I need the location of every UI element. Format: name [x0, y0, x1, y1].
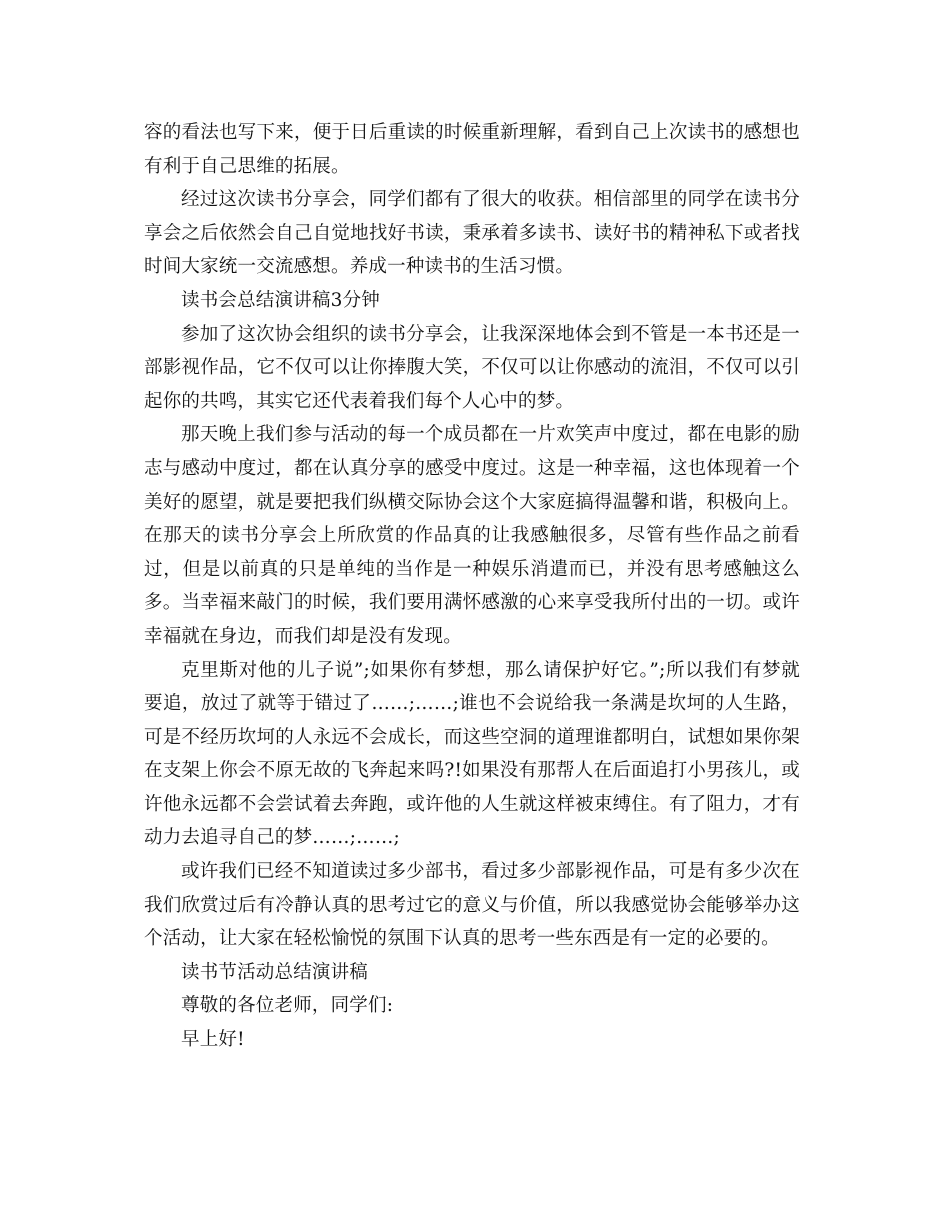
- paragraph: 经过这次读书分享会，同学们都有了很大的收获。相信部里的同学在读书分享会之后依然会自己自觉地找好书读，秉承着多读书、读好书的精神私下或者找时间大家统一交流感想。养成一种读书的生活习惯。: [144, 189, 800, 278]
- paragraph: 参加了这次协会组织的读书分享会，让我深深地体会到不管是一本书还是一部影视作品，它不仅可以让你捧腹大笑，不仅可以让你感动的流泪，不仅可以引起你的共鸣，其实它还代表着我们每个人心中的梦。: [144, 323, 800, 412]
- section-heading: 读书会总结演讲稿3分钟: [181, 289, 380, 311]
- section-heading: 读书节活动总结演讲稿: [181, 961, 369, 983]
- document-body: [144, 116, 800, 1057]
- paragraph: 那天晚上我们参与活动的每一个成员都在一片欢笑声中度过，都在电影的励志与感动中度过，都在认真分享的感受中度过。这是一种幸福，这也体现着一个美好的愿望，就是要把我们纵横交际协会这个大家庭搞得温馨和谐，积极向上。在那天的读书分享会上所欣赏的作品真的让我感触很多，尽管有些作品之前看过，但是以前真的只是单纯的当作是一种娱乐消遣而已，并没有思考感触这么多。当幸福来敲门的时候，我们要用满怀感激的心来享受我所付出的一切。或许幸福就在身边，而我们却是没有发现。: [144, 424, 800, 647]
- paragraph: 或许我们已经不知道读过多少部书，看过多少部影视作品，可是有多少次在我们欣赏过后有冷静认真的思考过它的意义与价值，所以我感觉协会能够举办这个活动，让大家在轻松愉悦的氛围下认真的思考一些东西是有一定的必要的。: [144, 861, 800, 950]
- greeting: 早上好!: [181, 1029, 245, 1051]
- paragraph-continuation: 容的看法也写下来，便于日后重读的时候重新理解，看到自己上次读书的感想也有利于自己思维的拓展。: [144, 122, 800, 177]
- salutation: 尊敬的各位老师，同学们:: [181, 995, 394, 1017]
- paragraph: 克里斯对他的儿子说”;如果你有梦想，那么请保护好它。”;所以我们有梦就要追，放过了就等于错过了……;……;谁也不会说给我一条满是坎坷的人生路，可是不经历坎坷的人永远不会成长，而这些空洞的道理谁都明白，试想如果你架在支架上你会不原无故的飞奔起来吗?!如果没有那帮人在后面追打小男孩儿，或许他永远都不会尝试着去奔跑，或许他的人生就这样被束缚住。有了阻力，才有动力去追寻自己的梦……;……;: [144, 659, 800, 849]
